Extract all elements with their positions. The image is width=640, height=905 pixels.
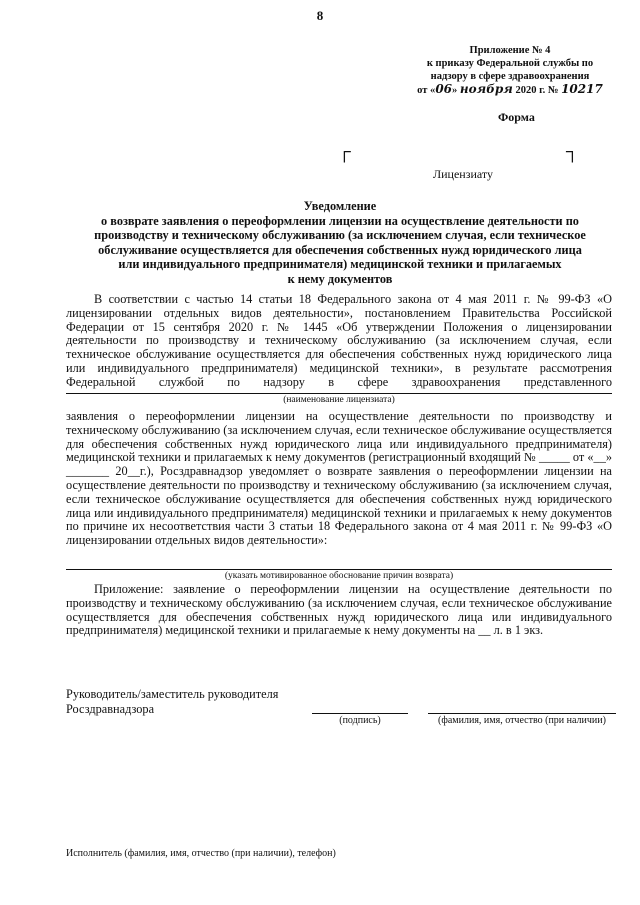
licensee-name-caption: (наименование лицензиата) (283, 395, 395, 405)
handwritten-day: 06 (435, 82, 453, 96)
date-day-suffix: » (452, 85, 458, 96)
paragraph-1-block (66, 293, 612, 390)
handwritten-number: 10217 (561, 82, 603, 96)
title-line6: к нему документов (287, 271, 393, 286)
fio-line (428, 713, 616, 714)
title-line1: Уведомление (303, 199, 377, 213)
paragraph-2: заявления о переоформлении лицензии на осуществление деятельности по производству и техническому обслуживанию (за исключением случая, если техническое обслуживание осуществляется для обеспечения собственных нужд юридического лица или индивидуального предпринимателя) медицинской техники и прилагаемых к нему документов (регистрационный входящий № _____ от «__» _______ 20__г.), Росздравнадзор уведомляет о возврате заявления о переоформлении лицензии на осуществление деятельности по производству и техническому обслуживанию (за исключением случая, если техническое обслуживание осуществляется для обеспечения собственных нужд юридического лица или индивидуального предпринимателя) медицинской техники и прилагаемых к нему документов по причине их несоответствия части 3 статьи 18 Федерального закона от 4 мая 2011 г. № 99-ФЗ «О лицензировании отдельных видов деятельности»: (66, 409, 612, 548)
title-line3: производству и техническому обслуживанию (за исключением случая, если техническое (94, 228, 586, 242)
page-number: 8 (316, 8, 324, 23)
attachment-block (66, 583, 612, 638)
paragraph-2-block (66, 410, 612, 548)
title-line4: обслуживание осуществляется для обеспечения собственных нужд юридического лица (98, 242, 582, 257)
attachment-text: Приложение: заявление о переоформлении лицензии на осуществление деятельности по производству и техническому обслуживанию (за исключением случая, если техническое обслуживание осуществляется для обеспечения собственных нужд юридического лица или индивидуального предпринимателя) медицинской техники и прилагаемые к нему документы на __ л. в 1 экз. (66, 582, 612, 638)
licensee-name-line (66, 393, 612, 394)
appendix-date-line (400, 83, 620, 97)
notice-title (80, 199, 600, 286)
signer-title: Руководитель/заместитель руководителя (66, 687, 279, 701)
paragraph-1: В соответствии с частью 14 статьи 18 Федерального закона от 4 мая 2011 г. № 99-ФЗ «О лицензировании отдельных видов деятельности», постановлением Правительства Российской Федерации от 15 сентября 2020 г. № 1445 «Об утверждении Положения о лицензировании деятельности по производству и техническому обслуживанию (за исключением случая, если техническое обслуживание осуществляется для обеспечения собственных нужд юридического лица или индивидуального предпринимателя) медицинской техники», в результате рассмотрения Федеральной службой по надзору в сфере здравоохранения представленного (66, 292, 612, 389)
signature-caption: (подпись) (339, 715, 381, 726)
address-corner-right: ┐ (566, 141, 579, 161)
address-corner-left: ┌ (338, 141, 351, 161)
title-line5: или индивидуального предпринимателя) медицинской техники и прилагаемых (118, 257, 562, 271)
signature-line (312, 713, 408, 714)
date-prefix: от « (417, 85, 436, 96)
appendix-line1: Приложение № 4 (469, 45, 551, 56)
signer-block (66, 687, 278, 717)
appendix-header (400, 44, 620, 97)
appendix-line3: надзору в сфере здравоохранения (430, 71, 590, 82)
signer-org: Росздравнадзора (66, 702, 155, 716)
form-label: Форма (498, 110, 535, 124)
fio-caption: (фамилия, имя, отчество (при наличии) (438, 715, 606, 726)
reason-caption: (указать мотивированное обоснование причин возврата) (224, 571, 454, 581)
executor-note: Исполнитель (фамилия, имя, отчество (при наличии), телефон) (66, 848, 336, 859)
handwritten-month: ноября (459, 82, 513, 96)
reason-line (66, 569, 612, 570)
appendix-line2: к приказу Федеральной службы по (426, 58, 594, 69)
title-line2: о возврате заявления о переоформлении лицензии на осуществление деятельности по (101, 213, 579, 228)
licensee-label: Лицензиату (433, 167, 493, 181)
date-year: 2020 г. № (515, 85, 559, 96)
